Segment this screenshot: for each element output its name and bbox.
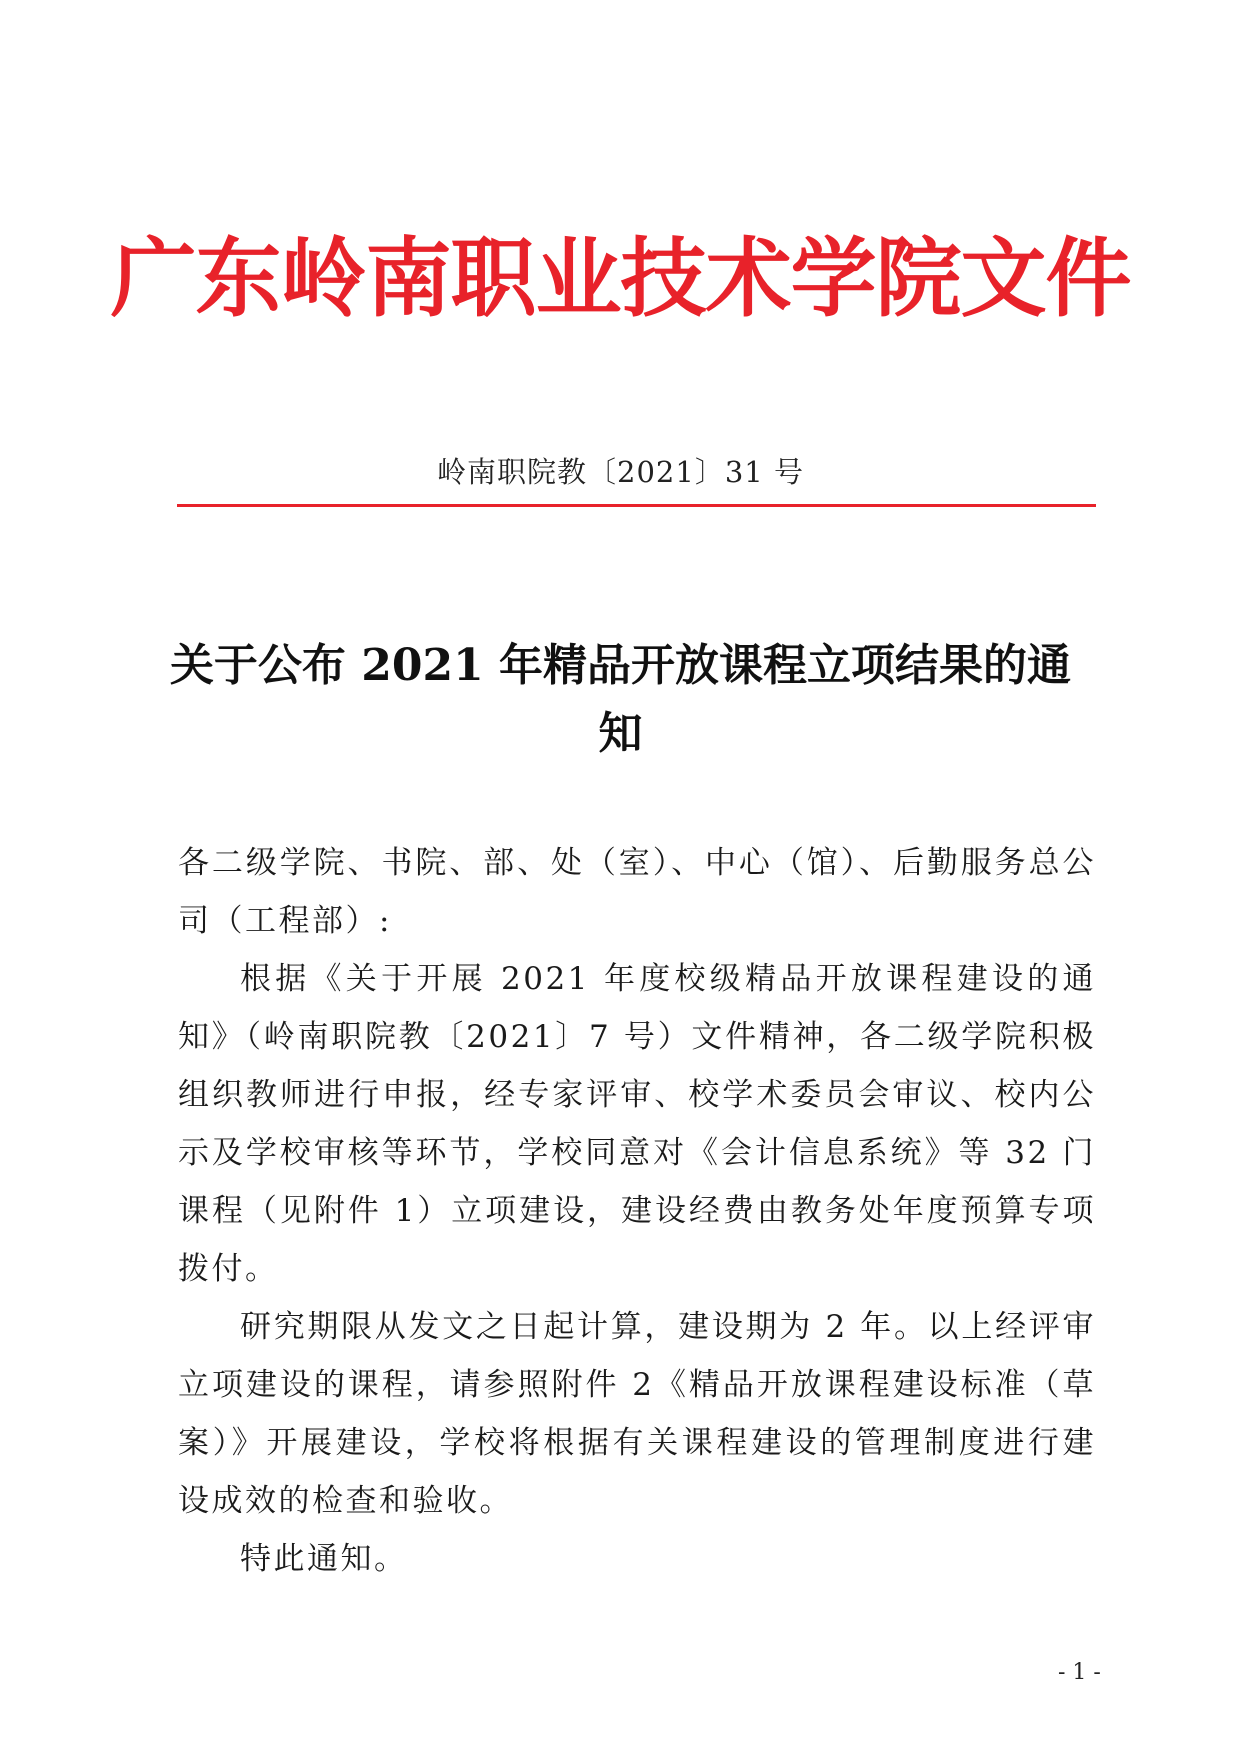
document-number: 岭南职院教〔2021〕31 号 [437, 455, 804, 489]
notice-title: 关于公布 2021 年精品开放课程立项结果的通知 [169, 640, 1072, 759]
salutation: 各二级学院、书院、部、处（室）、中心（馆）、后勤服务总公司（工程部）: [178, 845, 1096, 939]
paragraph: 根据《关于开展 2021 年度校级精品开放课程建设的通知》（岭南职院教〔2021〕7 号）文件精神，各二级学院积极组织教师进行申报，经专家评审、校学术委员会审议、校内公示及学校审核等环节，学校同意对《会计信息系统》等 32 门课程（见附件 1）立项建设，建设经费由教务处年度预算专项拨付。 [178, 961, 1096, 1287]
page-number: - 1 - [1058, 1660, 1101, 1685]
paragraph: 研究期限从发文之日起计算，建设期为 2 年。以上经评审立项建设的课程，请参照附件 2《精品开放课程建设标准（草案）》开展建设，学校将根据有关课程建设的管理制度进行建设成效的检查和验收。 [178, 1309, 1096, 1519]
notice-body [178, 834, 1096, 1588]
document-header-title: 广东岭南职业技术学院文件 [110, 228, 1131, 329]
closing-line: 特此通知。 [240, 1541, 408, 1577]
red-divider-line [177, 504, 1096, 507]
